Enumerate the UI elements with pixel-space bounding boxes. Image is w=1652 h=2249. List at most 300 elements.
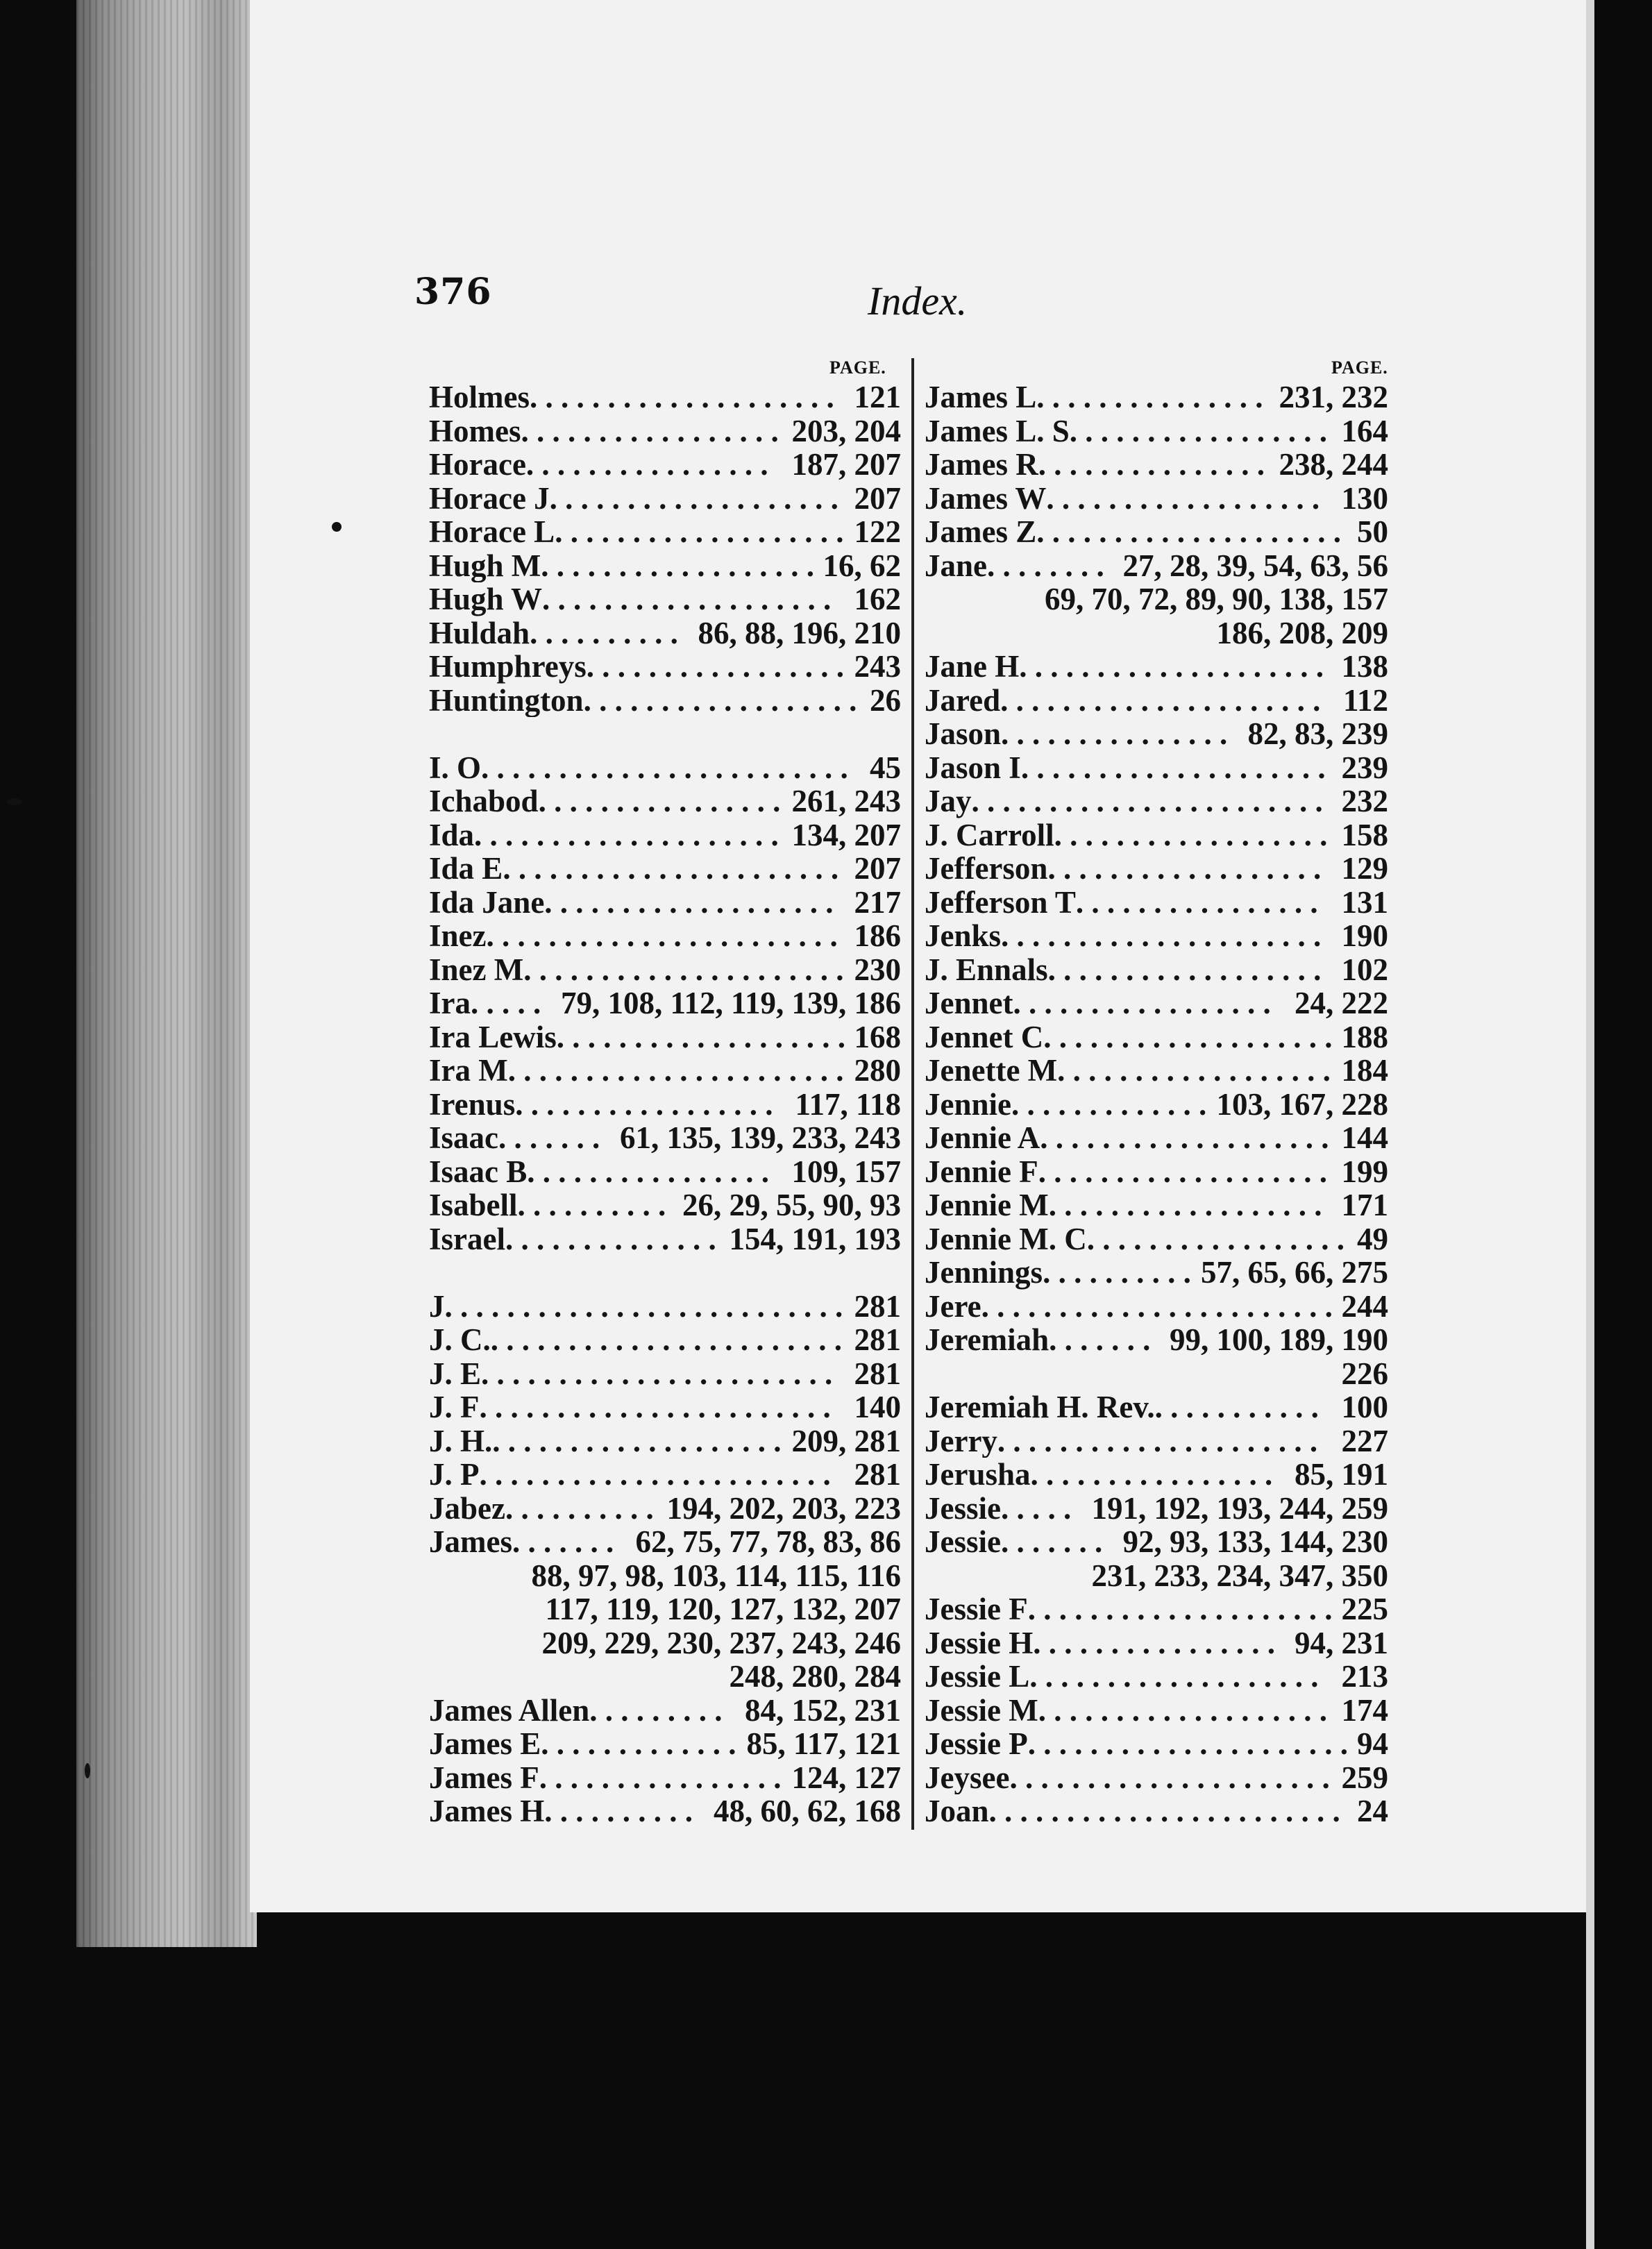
- index-entry: [429, 818, 901, 852]
- leader-dots: . . . . . . . . . . . . . . . . . . . . . . .: [981, 1289, 1333, 1323]
- entry-name: Huntington: [429, 683, 584, 717]
- entry-pages: 259: [1341, 1760, 1388, 1794]
- leader-dots: . . . . . . . . . . . . . . . . . .: [1047, 852, 1322, 886]
- leader-dots: . . . . . . . . . . . . . . . . . . .: [492, 1424, 782, 1458]
- index-entry: [925, 717, 1388, 751]
- entry-pages: 186, 208, 209: [1216, 616, 1388, 650]
- index-entry: [925, 751, 1388, 785]
- index-entry: [429, 1088, 901, 1122]
- index-entry: [925, 1088, 1388, 1122]
- entry-pages: 27, 28, 39, 54, 63, 56: [1122, 548, 1388, 582]
- leader-dots: . . . . . . . .: [987, 548, 1104, 582]
- entry-pages: 16, 62: [823, 548, 901, 582]
- scan-speck: [7, 798, 22, 805]
- entry-name: J. P: [429, 1458, 480, 1492]
- index-entry: [925, 1660, 1388, 1694]
- index-entry: [925, 1525, 1388, 1559]
- leader-dots: . . . . . . . . . .: [517, 1188, 666, 1222]
- entry-pages: 248, 280, 284: [729, 1660, 901, 1694]
- entry-pages: 213: [1341, 1660, 1388, 1694]
- entry-pages: 138: [1341, 650, 1388, 684]
- index-entry: [925, 1592, 1388, 1626]
- index-entry: [925, 1323, 1388, 1357]
- entry-name: Horace L: [429, 515, 555, 549]
- entry-pages: 109, 157: [791, 1154, 901, 1188]
- leader-dots: . . . . . . . . . . . . . . . . . . . . . . .: [479, 1458, 831, 1492]
- leader-dots: . . . . . . . . . . . . . . . . . . . . .: [1000, 683, 1321, 717]
- scan-speck: [85, 1763, 90, 1778]
- entry-pages: 281: [854, 1356, 901, 1390]
- leader-dots: . . . . . . . . . . . . . . . . . . . . . .: [507, 1054, 844, 1088]
- index-entry: [925, 1256, 1388, 1290]
- leader-dots: . . . . . . . . . .: [1043, 1256, 1191, 1290]
- leader-dots: . . . . . . . . . . . . . . . . . . . . .: [1027, 1727, 1348, 1761]
- leader-dots: . . . . . . .: [512, 1525, 614, 1559]
- index-entry: [925, 1188, 1388, 1222]
- entry-name: Jessie: [925, 1491, 1001, 1525]
- leader-dots: . . . . . . . . . . . . . . . . . . . . . . .: [481, 1356, 833, 1390]
- entry-pages: 244: [1341, 1289, 1388, 1323]
- entry-name: Horace J: [429, 481, 550, 515]
- index-spacer: [429, 717, 901, 751]
- leader-dots: . . . . . . . . . . . . . . . . . . . . . . .: [988, 1794, 1340, 1828]
- index-spacer: [429, 1256, 901, 1290]
- entry-pages: 112: [1342, 683, 1388, 717]
- index-entry: [429, 986, 901, 1020]
- entry-name: Ida E: [429, 852, 503, 886]
- index-entry: [925, 414, 1388, 448]
- index-entry: [429, 549, 901, 583]
- entry-name: Jabez: [429, 1491, 505, 1525]
- entry-name: Holmes: [429, 380, 530, 414]
- entry-name: Jennie: [925, 1087, 1012, 1121]
- entry-pages: 26, 29, 55, 90, 93: [682, 1188, 901, 1222]
- entry-pages: 134, 207: [791, 818, 901, 852]
- entry-name: J: [429, 1289, 445, 1323]
- index-entry: [429, 1054, 901, 1088]
- entry-pages: 184: [1341, 1054, 1388, 1088]
- leader-dots: . . . . . . . . . . . . . . . . . . . . . . .: [971, 784, 1323, 818]
- leader-dots: . . . . . . . . . . . . . . . . . . . . . . .: [490, 1323, 842, 1357]
- entry-pages: 122: [854, 515, 901, 549]
- leader-dots: . . . . . . . . . . . . . . . . . . . .: [1019, 650, 1324, 684]
- leader-dots: . . . . . . . . . . . . . . . . . . .: [555, 515, 844, 549]
- entry-pages: 129: [1341, 852, 1388, 886]
- entry-pages: 226: [1341, 1356, 1388, 1390]
- entry-name: Inez M: [429, 952, 524, 986]
- leader-dots: . . . . . . . . . .: [505, 1491, 654, 1525]
- leader-dots: . . . . . . . . . . . . . . . . . . . . .: [523, 952, 844, 986]
- index-entry: [925, 1694, 1388, 1728]
- entry-name: Jared: [925, 683, 1001, 717]
- page-stack-edge: [76, 0, 257, 1947]
- index-entry: [925, 1424, 1388, 1458]
- index-entry: [925, 953, 1388, 987]
- entry-name: Jeremiah H. Rev.: [925, 1390, 1155, 1424]
- leader-dots: . . . . . . . . . . . . . . .: [1001, 717, 1228, 751]
- index-entry: [925, 1727, 1388, 1761]
- index-entry: [429, 1020, 901, 1054]
- leader-dots: . . . . . . . . . . . . . . . . . . . .: [1020, 750, 1326, 784]
- index-entry: [925, 919, 1388, 953]
- index-entry: [429, 1390, 901, 1424]
- index-entry: [429, 582, 901, 616]
- leader-dots: . . . . . . . . . . . . . . . . . .: [583, 683, 857, 717]
- entry-name: James E: [429, 1727, 541, 1761]
- leader-dots: . . . . . . . . . . . . . . . . . .: [1048, 1188, 1322, 1222]
- leader-dots: . . . . . . . . . . . . . . . . . . . . . .: [503, 852, 839, 886]
- leader-dots: . . . . . . . . . . . . . . . . . . .: [542, 582, 832, 616]
- index-entry: [429, 751, 901, 785]
- leader-dots: . . . . . . . . .: [589, 1693, 723, 1727]
- entry-name: Jason: [925, 717, 1002, 751]
- index-entry: [925, 818, 1388, 852]
- entry-name: James: [429, 1525, 512, 1559]
- entry-name: Jerry: [925, 1424, 997, 1458]
- leader-dots: . . . . . . . . . . . . .: [541, 1727, 736, 1761]
- leader-dots: . . . . . . .: [1000, 1525, 1103, 1559]
- entry-pages: 281: [854, 1458, 901, 1492]
- leader-dots: . . . . .: [1000, 1491, 1072, 1525]
- entry-name: Jessie M: [925, 1693, 1038, 1727]
- entry-pages: 158: [1341, 818, 1388, 852]
- entry-name: Jessie: [925, 1525, 1001, 1559]
- entry-name: Hugh M: [429, 548, 541, 582]
- entry-pages: 238, 244: [1279, 448, 1388, 482]
- index-entry: [925, 448, 1388, 482]
- entry-pages: 188: [1341, 1020, 1388, 1054]
- index-entry: [429, 684, 901, 718]
- entry-pages: 45: [870, 750, 901, 784]
- leader-dots: . . . . . . . . . . . . . . . . . . . .: [1027, 1592, 1333, 1626]
- entry-name: J. Carroll: [925, 818, 1054, 852]
- entry-pages: 131: [1341, 885, 1388, 919]
- entry-name: Jennie A: [925, 1121, 1040, 1155]
- index-entry: [925, 1390, 1388, 1424]
- entry-pages: 130: [1341, 481, 1388, 515]
- entry-pages: 225: [1341, 1592, 1388, 1626]
- entry-name: Jessie L: [925, 1660, 1030, 1694]
- index-entry-continuation: [925, 616, 1388, 650]
- entry-pages: 281: [854, 1323, 901, 1357]
- leader-dots: . . . . . . . . . . . . . . . . . . . .: [1036, 515, 1341, 549]
- leader-dots: . . . . . . . . . . . . . . . . . . .: [1043, 1020, 1333, 1054]
- entry-name: Jessie P: [925, 1727, 1028, 1761]
- index-entry: [925, 784, 1388, 818]
- entry-name: James F: [429, 1760, 539, 1794]
- leader-dots: . . . . . . . . . . . . . . . . .: [1069, 414, 1328, 448]
- entry-pages: 103, 167, 228: [1216, 1087, 1388, 1121]
- entry-pages: 26: [870, 683, 901, 717]
- leader-dots: . . . . . . . . . . . . . . . . . .: [1057, 1054, 1331, 1088]
- index-entry: [429, 1424, 901, 1458]
- column-divider: [911, 358, 914, 1830]
- index-entry: [925, 986, 1388, 1020]
- leader-dots: . . . . . . . . . . . . . . . . . .: [1046, 481, 1320, 515]
- entry-name: J. H.: [429, 1424, 493, 1458]
- entry-pages: 261, 243: [791, 784, 901, 818]
- entry-pages: 88, 97, 98, 103, 114, 115, 116: [531, 1558, 901, 1592]
- entry-pages: 207: [854, 852, 901, 886]
- entry-name: Isabell: [429, 1188, 518, 1222]
- leader-dots: . . . . . . . . . . . . . . . . . . . . . . . .: [481, 750, 848, 784]
- leader-dots: . . . . . . . . . . . . . . . . .: [586, 650, 844, 684]
- entry-pages: 217: [854, 885, 901, 919]
- leader-dots: . . . . . . . . . . . . . . . . . . .: [1038, 1693, 1327, 1727]
- index-entry: [429, 650, 901, 684]
- index-entry-continuation: [429, 1559, 901, 1593]
- leader-dots: . . . . . . . . . . . . . . . .: [525, 448, 768, 482]
- leader-dots: . . . . . . . . . . . . . . . . . . .: [556, 1020, 845, 1054]
- entry-pages: 281: [854, 1289, 901, 1323]
- entry-name: Jason I: [925, 750, 1021, 784]
- leader-dots: . . . . . . . . . . . . . . . .: [538, 784, 781, 818]
- leader-dots: . . . . . . . . . . . . . . . . . .: [1054, 818, 1328, 852]
- entry-pages: 69, 70, 72, 89, 90, 138, 157: [1045, 582, 1388, 616]
- index-entry: [429, 515, 901, 549]
- entry-pages: 57, 65, 66, 275: [1201, 1256, 1388, 1290]
- entry-pages: 49: [1357, 1222, 1388, 1256]
- entry-name: James Allen: [429, 1693, 590, 1727]
- entry-name: Ira M: [429, 1054, 508, 1088]
- entry-pages: 207: [854, 481, 901, 515]
- index-entry: [925, 1020, 1388, 1054]
- leader-dots: . . . . . . . . . . . . . . . . . . . . .: [1001, 919, 1322, 953]
- leader-dots: . . . . . . . . . . . . . . . . . . . . .: [1009, 1760, 1330, 1794]
- entry-name: James Z: [925, 515, 1037, 549]
- index-entry: [429, 1727, 901, 1761]
- entry-pages: 190: [1341, 919, 1388, 953]
- entry-name: Ira: [429, 986, 471, 1020]
- entry-name: James L. S: [925, 414, 1070, 448]
- entry-pages: 186: [854, 919, 901, 953]
- index-entry: [925, 684, 1388, 718]
- entry-pages: 187, 207: [791, 448, 901, 482]
- leader-dots: . . . . . . . . . . . . . . . . . . . . .: [997, 1424, 1318, 1458]
- entry-pages: 280: [854, 1054, 901, 1088]
- entry-name: Huldah: [429, 616, 530, 650]
- entry-name: Jennings: [925, 1256, 1043, 1290]
- leader-dots: . . . . . . . . . . . . . . . .: [527, 1154, 770, 1188]
- entry-name: Ira Lewis: [429, 1020, 557, 1054]
- index-entry-continuation: [925, 582, 1388, 616]
- leader-dots: . . . . . . . . . . . . . . . . . . .: [1040, 1121, 1329, 1155]
- entry-pages: 209, 281: [791, 1424, 901, 1458]
- index-entry: [429, 1290, 901, 1324]
- entry-pages: 50: [1357, 515, 1388, 549]
- leader-dots: . . . . . . . . . . . . . . . . .: [1013, 986, 1271, 1020]
- entry-pages: 232: [1341, 784, 1388, 818]
- entry-name: Ichabod: [429, 784, 539, 818]
- index-entry: [429, 1222, 901, 1256]
- index-entry: [429, 886, 901, 920]
- index-entry: [925, 1155, 1388, 1189]
- entry-name: Jennie M. C: [925, 1222, 1087, 1256]
- index-entry: [925, 1626, 1388, 1660]
- index-entry: [429, 1761, 901, 1795]
- entry-pages: 84, 152, 231: [745, 1693, 901, 1727]
- leader-dots: . . . . . . . . . . . . . . . . . . . . . . .: [479, 1390, 831, 1424]
- index-entry: [925, 650, 1388, 684]
- index-entry: [429, 784, 901, 818]
- entry-name: James L: [925, 380, 1037, 414]
- entry-pages: 86, 88, 196, 210: [698, 616, 901, 650]
- leader-dots: . . . . . . . . . . . . . . . . . .: [1047, 952, 1322, 986]
- entry-pages: 164: [1341, 414, 1388, 448]
- index-entry: [925, 1121, 1388, 1155]
- entry-pages: 61, 135, 139, 233, 243: [620, 1121, 901, 1155]
- index-entry: [925, 1290, 1388, 1324]
- entry-pages: 62, 75, 77, 78, 83, 86: [635, 1525, 901, 1559]
- index-entry: [429, 414, 901, 448]
- facing-page-edge: [1586, 0, 1594, 2249]
- index-entry: [429, 482, 901, 516]
- entry-pages: 24: [1357, 1794, 1388, 1828]
- entry-pages: 162: [854, 582, 901, 616]
- entry-pages: 144: [1341, 1121, 1388, 1155]
- entry-pages: 227: [1341, 1424, 1388, 1458]
- entry-name: Jennet C: [925, 1020, 1044, 1054]
- leader-dots: . . . . . . .: [1049, 1323, 1151, 1357]
- entry-name: Jefferson T: [925, 885, 1076, 919]
- entry-name: James R: [925, 448, 1038, 482]
- left-page-column-label: PAGE.: [829, 357, 886, 378]
- index-entry-continuation: [429, 1592, 901, 1626]
- leader-dots: . . . . .: [471, 986, 541, 1020]
- index-column-left: [429, 380, 901, 1828]
- entry-name: Irenus: [429, 1087, 516, 1121]
- entry-name: J. E: [429, 1356, 482, 1390]
- entry-name: Humphreys: [429, 650, 587, 684]
- entry-name: Homes: [429, 414, 521, 448]
- entry-pages: 48, 60, 62, 168: [714, 1794, 901, 1828]
- entry-name: Horace: [429, 448, 526, 482]
- entry-name: Jere: [925, 1289, 981, 1323]
- entry-name: Jessie H: [925, 1626, 1034, 1660]
- entry-pages: 94, 231: [1295, 1626, 1388, 1660]
- index-entry: [925, 1794, 1388, 1828]
- index-entry: [925, 886, 1388, 920]
- leader-dots: . . . . . . . . . . . . . . . . . . .: [544, 885, 834, 919]
- index-entry: [429, 448, 901, 482]
- entry-name: Joan: [925, 1794, 989, 1828]
- entry-pages: 24, 222: [1295, 986, 1388, 1020]
- index-entry: [925, 380, 1388, 414]
- index-entry-continuation: [925, 1357, 1388, 1391]
- entry-pages: 203, 204: [791, 414, 901, 448]
- entry-name: J. Ennals: [925, 952, 1048, 986]
- entry-name: Jefferson: [925, 852, 1048, 886]
- entry-pages: 231, 233, 234, 347, 350: [1091, 1558, 1388, 1592]
- index-entry: [925, 1761, 1388, 1795]
- entry-name: Jeysee: [925, 1760, 1010, 1794]
- leader-dots: . . . . . . . . . . . . . . . . . . .: [1029, 1660, 1319, 1694]
- entry-pages: 243: [854, 650, 901, 684]
- leader-dots: . . . . . . . . . .: [544, 1794, 693, 1828]
- index-entry-continuation: [429, 1626, 901, 1660]
- leader-dots: . . . . . . .: [498, 1121, 600, 1155]
- index-entry: [429, 1525, 901, 1559]
- index-entry: [925, 1222, 1388, 1256]
- entry-name: James H: [429, 1794, 545, 1828]
- entry-name: Isaac B: [429, 1154, 528, 1188]
- index-entry: [925, 549, 1388, 583]
- index-entry: [429, 1794, 901, 1828]
- entry-name: J. F: [429, 1390, 480, 1424]
- entry-pages: 199: [1341, 1154, 1388, 1188]
- entry-name: Jessie F: [925, 1592, 1028, 1626]
- entry-pages: 191, 192, 193, 244, 259: [1091, 1491, 1388, 1525]
- leader-dots: . . . . . . . . . . .: [1154, 1390, 1319, 1424]
- entry-pages: 171: [1341, 1188, 1388, 1222]
- right-page-column-label: PAGE.: [1331, 357, 1388, 378]
- leader-dots: . . . . . . . . . . . . . . .: [1036, 380, 1263, 414]
- entry-pages: 117, 119, 120, 127, 132, 207: [545, 1592, 901, 1626]
- index-entry: [925, 852, 1388, 886]
- entry-pages: 194, 202, 203, 223: [666, 1491, 901, 1525]
- leader-dots: . . . . . . . . . . . . . . . .: [1075, 885, 1318, 919]
- index-entry: [429, 1121, 901, 1155]
- leader-dots: . . . . . . . . . . . . . . . . .: [521, 414, 779, 448]
- index-entry: [429, 1694, 901, 1728]
- entry-pages: 79, 108, 112, 119, 139, 186: [560, 986, 901, 1020]
- entry-name: Jenette M: [925, 1054, 1058, 1088]
- entry-pages: 209, 229, 230, 237, 243, 246: [541, 1626, 901, 1660]
- entry-pages: 230: [854, 952, 901, 986]
- entry-name: Israel: [429, 1222, 505, 1256]
- index-entry: [429, 1188, 901, 1222]
- leader-dots: . . . . . . . . . . . . . . . . . .: [541, 548, 815, 582]
- entry-pages: 174: [1341, 1693, 1388, 1727]
- index-entry: [925, 1054, 1388, 1088]
- entry-pages: 94: [1357, 1727, 1388, 1761]
- leader-dots: . . . . . . . . . . . . . . . . . . . .: [474, 818, 779, 852]
- entry-pages: 117, 118: [795, 1087, 901, 1121]
- entry-pages: 85, 117, 121: [746, 1727, 901, 1761]
- entry-name: Isaac: [429, 1121, 498, 1155]
- entry-name: Jennet: [925, 986, 1013, 1020]
- index-column-right: [925, 380, 1388, 1828]
- index-entry: [429, 380, 901, 414]
- entry-name: Jane: [925, 548, 987, 582]
- index-entry: [429, 1357, 901, 1391]
- index-entry: [429, 919, 901, 953]
- entry-name: Ida Jane: [429, 885, 545, 919]
- scan-speck: [332, 522, 342, 532]
- leader-dots: . . . . . . . . . . . . . . . . .: [1086, 1222, 1345, 1256]
- index-entry: [429, 616, 901, 650]
- leader-dots: . . . . . . . . . . . . . .: [505, 1222, 716, 1256]
- entry-pages: 100: [1341, 1390, 1388, 1424]
- index-entry: [429, 1492, 901, 1526]
- entry-name: James W: [925, 481, 1047, 515]
- entry-name: Jennie F: [925, 1154, 1038, 1188]
- entry-name: Jeremiah: [925, 1323, 1050, 1357]
- leader-dots: . . . . . . . . . . . . . . .: [1038, 448, 1265, 482]
- entry-pages: 85, 191: [1295, 1458, 1388, 1492]
- leader-dots: . . . . . . . . . . . . .: [1011, 1087, 1207, 1121]
- entry-pages: 92, 93, 133, 144, 230: [1122, 1525, 1388, 1559]
- entry-name: Jenks: [925, 919, 1002, 953]
- entry-pages: 239: [1341, 750, 1388, 784]
- entry-pages: 82, 83, 239: [1247, 717, 1388, 751]
- entry-name: Jane H: [925, 650, 1020, 684]
- leader-dots: . . . . . . . . . . . . . . . . . . . . . . . . . .: [444, 1289, 843, 1323]
- entry-pages: 124, 127: [791, 1760, 901, 1794]
- index-entry: [429, 953, 901, 987]
- entry-name: Jennie M: [925, 1188, 1049, 1222]
- leader-dots: . . . . . . . . . . . . . . . .: [1030, 1458, 1273, 1492]
